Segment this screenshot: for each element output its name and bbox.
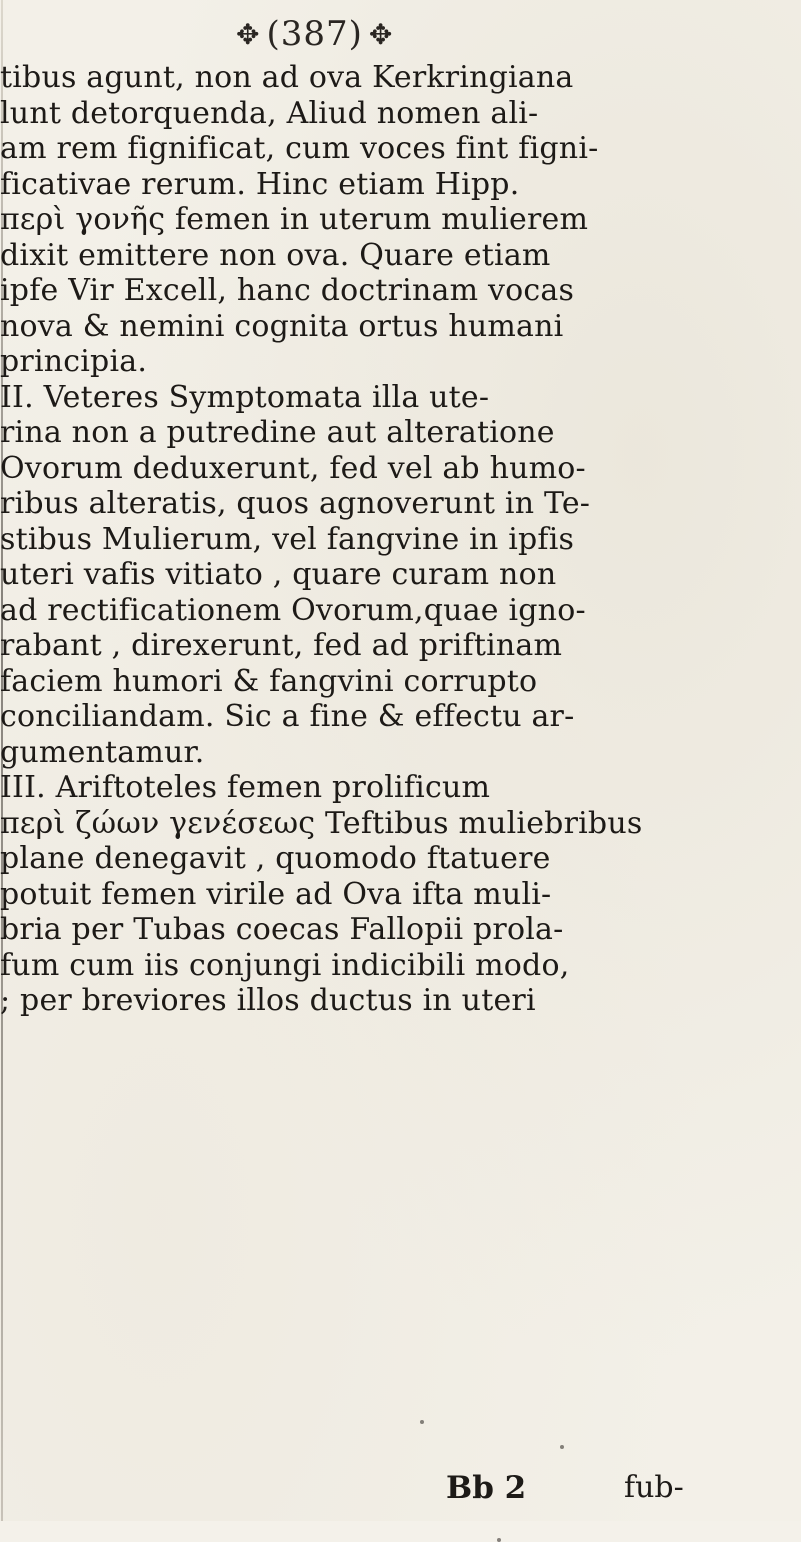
text-line: faciem humori & fangvini corrupto (0, 663, 538, 699)
text-line: περὶ ζώων γενέσεως Teftibus muliebribus (0, 805, 643, 841)
section-heading-line: II. Veteres Symptomata illa ute- (0, 379, 490, 415)
text-line: bria per Tubas coecas Fallopii prola- (0, 912, 564, 947)
page-footer (0, 1470, 801, 1510)
text-line: rina non a putredine aut alteratione (0, 415, 555, 450)
text-line: περὶ γονῆς femen in uterum mulierem (0, 202, 589, 237)
section-heading-line: III. Ariftoteles femen prolificum (0, 770, 491, 805)
text-line: principia. (0, 344, 148, 379)
page-header (0, 14, 801, 58)
ornament-right-icon: ✥ (368, 17, 394, 51)
text-line: rabant , direxerunt, fed ad priftinam (0, 628, 563, 663)
ink-speck (420, 1420, 424, 1424)
ink-speck (560, 1445, 564, 1449)
page-number-group (236, 14, 393, 54)
text-line: stibus Mulierum, vel fangvine in ipfis (0, 521, 575, 557)
text-line: lunt detorquenda, Aliud nomen ali- (0, 95, 539, 131)
ink-speck (497, 1538, 501, 1542)
body-text (0, 60, 801, 1019)
text-line: tibus agunt, non ad ova Kerkringiana (0, 60, 574, 95)
text-line: ad rectificationem Ovorum,quae igno- (0, 592, 586, 628)
text-line: fum cum iis conjungi indicibili modo, (0, 947, 570, 983)
text-line: ipfe Vir Excell, hanc doctrinam vocas (0, 273, 575, 308)
text-line: conciliandam. Sic a fine & effectu ar- (0, 699, 575, 734)
text-line: plane denegavit , quomodo ftatuere (0, 841, 551, 876)
text-line: Ovorum deduxerunt, fed vel ab humo- (0, 450, 586, 486)
text-line: am rem fignificat, cum voces fint figni- (0, 131, 599, 166)
page-number: (387) (266, 14, 363, 54)
text-line: dixit emittere non ova. Quare etiam (0, 237, 551, 273)
signature-mark: Bb 2 (446, 1470, 527, 1506)
ornament-left-icon: ✥ (236, 17, 261, 51)
text-line: potuit femen virile ad Ova ifta muli- (0, 876, 552, 912)
text-line: uteri vafis vitiato , quare curam non (0, 557, 557, 592)
text-line: ; per breviores illos ductus in uteri (0, 983, 536, 1018)
text-line: ficativae rerum. Hinc etiam Hipp. (0, 166, 520, 202)
text-line: gumentamur. (0, 734, 205, 770)
text-line: ribus alteratis, quos agnoverunt in Te- (0, 486, 591, 521)
text-line: nova & nemini cognita ortus humani (0, 308, 564, 344)
catchword: fub- (624, 1470, 684, 1505)
